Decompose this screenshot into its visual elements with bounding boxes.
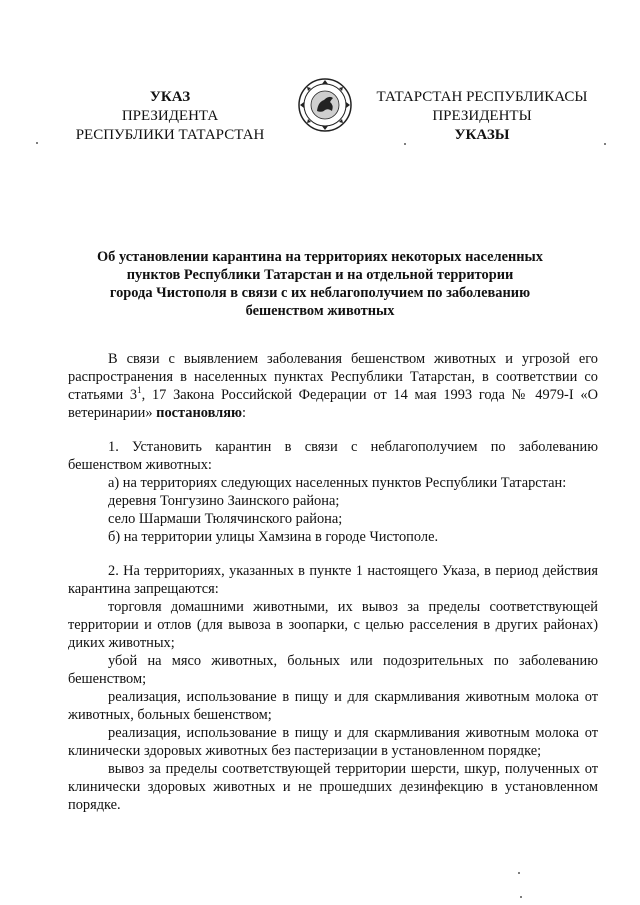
title-line-1: Об установлении карантина на территориях некоторых населенных: [96, 249, 543, 265]
header-russian: [50, 88, 290, 145]
intro-paragraph: [68, 350, 598, 422]
scan-speck: [520, 896, 522, 898]
intro-colon: :: [242, 405, 247, 421]
item2-list-5: вывоз за пределы соответствующей территории шерсти, шкур, полученных от клинически здоровых животных и не прошедших дезинфекцию в установленном порядке.: [68, 761, 598, 813]
item1-paragraph: 1. Установить карантин в связи с неблагополучием по заболеванию бешенством животных:: [68, 439, 598, 473]
header-tatar: [362, 88, 602, 145]
header-left-line-2: ПРЕЗИДЕНТА: [121, 108, 219, 124]
intro-text-2: , 17 Закона Российской Федерации от 14 мая 1993 года № 4979-I «О ветеринарии»: [68, 387, 598, 421]
scan-speck: [604, 143, 606, 145]
item1-subitem-b: б) на территории улицы Хамзина в городе Чистополе.: [108, 529, 439, 545]
header-left-line-1: УКАЗ: [149, 89, 191, 105]
header-left-line-3: РЕСПУБЛИКИ ТАТАРСТАН: [75, 127, 265, 143]
item2-list-4: реализация, использование в пищу и для скармливания животным молока от клинически здоровых животных без пастеризации в установленном порядке;: [68, 725, 598, 759]
item2-list-2: убой на мясо животных, больных или подозрительных по заболеванию бешенством;: [68, 653, 598, 687]
intro-text-1: В связи с выявлением заболевания бешенством животных и угрозой его распространения в населенных пунктах Республики Татарстан, в соответствии со статьями 3: [68, 351, 598, 403]
title-line-2: пунктов Республики Татарстан и на отдельной территории: [126, 267, 514, 283]
intro-superscript: 1: [137, 385, 142, 396]
header-right-line-2: ПРЕЗИДЕНТЫ: [432, 108, 532, 124]
document-title: [70, 248, 570, 320]
header-right-line-3: УКАЗЫ: [454, 127, 510, 143]
coat-of-arms-emblem-icon: [298, 78, 352, 132]
document-body: [68, 350, 598, 814]
item1-village-1: деревня Тонгузино Заинского района;: [108, 493, 340, 509]
header-right-line-1: ТАТАРСТАН РЕСПУБЛИКАСЫ: [376, 89, 588, 105]
title-line-3: города Чистополя в связи с их неблагополучием по заболеванию: [109, 285, 531, 301]
item2-list-3: реализация, использование в пищу и для скармливания животным молока от животных, больных бешенством;: [68, 689, 598, 723]
title-line-4: бешенством животных: [245, 303, 395, 319]
item1-village-2: село Шармаши Тюлячинского района;: [108, 511, 343, 527]
scan-speck: [518, 872, 520, 874]
item2-list-1: торговля домашними животными, их вывоз за пределы соответствующей территории и отлов (для вывоза в зоопарки, с целью расселения в других районах) диких животных;: [68, 599, 598, 651]
item1-subitem-a: а) на территориях следующих населенных пунктов Республики Татарстан:: [108, 475, 567, 491]
intro-decree-word: постановляю: [156, 405, 243, 421]
item2-paragraph: 2. На территориях, указанных в пункте 1 настоящего Указа, в период действия карантина запрещаются:: [68, 563, 598, 597]
scan-speck: [404, 143, 406, 145]
scan-speck: [36, 142, 38, 144]
